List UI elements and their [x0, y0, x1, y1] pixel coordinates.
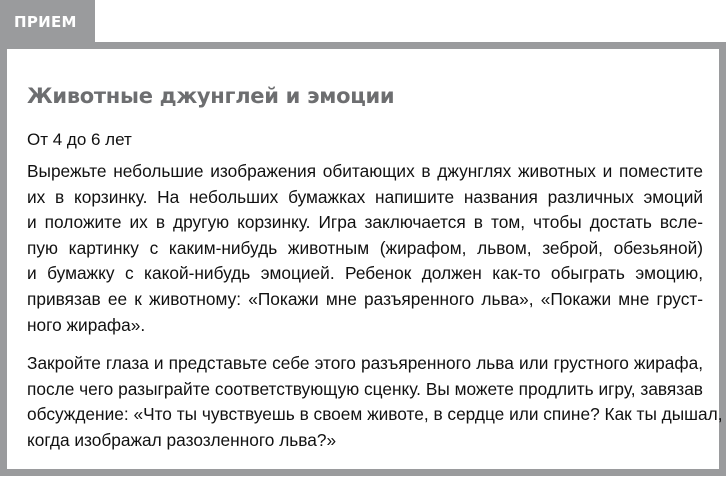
text-line: после чего разыграйте соответствующую сценку. Вы можете продлить игру, завязав — [27, 378, 703, 399]
text-line: когда изображал разозленного льва?» — [27, 429, 337, 450]
instructions-paragraph — [27, 159, 703, 338]
text-line: и бумажку с какой-нибудь эмоцией. Ребенок должен как-то обыграть эмоцию, — [27, 263, 703, 284]
text-line: их в корзинку. На небольших бумажках напишите названия различных эмоций — [27, 186, 703, 207]
text-line: пую картинку с каким-нибудь животным (жирафом, львом, зеброй, обезьяной) — [27, 237, 703, 258]
age-range: От 4 до 6 лет — [27, 130, 132, 149]
section-tab-label: ПРИЕМ — [14, 13, 77, 31]
text-line: Вырежьте небольшие изображения обитающих в джунглях животных и поместите — [27, 161, 703, 181]
text-line: и положите их в другую корзинку. Игра заключается в том, чтобы достать всле- — [27, 212, 703, 233]
text-line: Закройте глаза и представьте себе этого разъяренного льва или грустного жирафа, — [27, 353, 703, 373]
activity-title: Животные джунглей и эмоции — [27, 84, 395, 108]
followup-paragraph — [27, 351, 723, 453]
text-line: обсуждение: «Что ты чувствуешь в своем животе, в сердце или спине? Как ты дышал, — [27, 404, 723, 425]
text-line: привязав ее к животному: «Покажи мне разъяренного льва», «Покажи мне груст- — [27, 288, 703, 309]
text-line: ного жирафа». — [27, 314, 146, 335]
